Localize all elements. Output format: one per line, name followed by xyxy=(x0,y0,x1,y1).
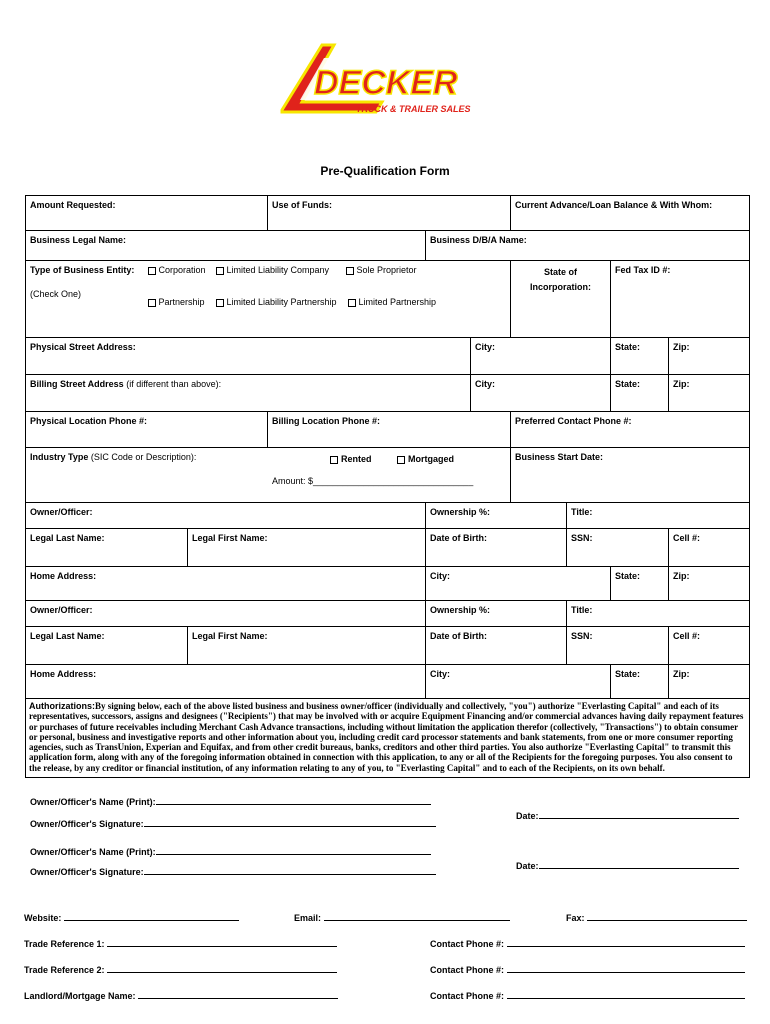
owner2-zip-field[interactable] xyxy=(669,665,750,699)
option-partnership[interactable]: Partnership xyxy=(148,297,205,307)
sole-proprietor-checkbox[interactable] xyxy=(346,267,354,275)
email-field[interactable] xyxy=(294,912,510,923)
trade-reference-1-label: Trade Reference 1: xyxy=(24,939,105,949)
option-llc[interactable]: Limited Liability Company xyxy=(216,265,330,275)
dba-name-field[interactable] xyxy=(426,231,750,261)
state-of-incorporation-label: State of Incorporation: xyxy=(530,267,591,292)
physical-city-field[interactable] xyxy=(471,338,611,375)
trade-reference-1-field[interactable] xyxy=(24,938,337,949)
owner1-first-name-field[interactable] xyxy=(188,529,426,567)
signature-label: Owner/Officer's Signature: xyxy=(30,867,144,877)
contact-phone-2-field[interactable] xyxy=(430,964,745,975)
amount-line[interactable]: Amount: $________________________________ xyxy=(272,476,474,486)
city-label: City: xyxy=(475,379,495,389)
city-label: City: xyxy=(430,571,450,581)
name-print-label: Owner/Officer's Name (Print): xyxy=(30,847,156,857)
owner1-name-print[interactable] xyxy=(30,796,431,807)
logo-tagline: TRUCK & TRAILER SALES xyxy=(356,104,471,114)
contact-phone-1-field[interactable] xyxy=(430,938,745,949)
legal-last-label: Legal Last Name: xyxy=(30,631,105,641)
contact-phone-label: Contact Phone #: xyxy=(430,965,505,975)
business-start-field[interactable] xyxy=(511,448,750,503)
amount-requested-field[interactable] xyxy=(26,196,268,231)
check-one-label: (Check One) xyxy=(30,289,82,299)
owner1-dob-field[interactable] xyxy=(426,529,567,567)
ssn-label: SSN: xyxy=(571,533,593,543)
physical-address-field[interactable] xyxy=(26,338,471,375)
billing-zip-field[interactable] xyxy=(669,375,750,412)
current-advance-label: Current Advance/Loan Balance & With Whom: xyxy=(515,200,713,210)
industry-cell[interactable] xyxy=(26,448,511,503)
contact-phone-3-field[interactable] xyxy=(430,990,745,1001)
option-llp[interactable]: Limited Liability Partnership xyxy=(216,297,337,307)
physical-zip-field[interactable] xyxy=(669,338,750,375)
landlord-label: Landlord/Mortgage Name: xyxy=(24,991,136,1001)
fed-tax-id-field[interactable] xyxy=(611,261,750,338)
date-label: Date: xyxy=(516,811,539,821)
business-start-label: Business Start Date: xyxy=(515,452,604,462)
owner2-officer-field[interactable] xyxy=(26,601,426,627)
form-title: Pre-Qualification Form xyxy=(320,164,450,178)
use-of-funds-field[interactable] xyxy=(268,196,511,231)
owner2-home-address-field[interactable] xyxy=(26,665,426,699)
owner-officer-label: Owner/Officer: xyxy=(30,507,93,517)
logo-name: DECKER xyxy=(314,64,458,102)
cell-label: Cell #: xyxy=(673,631,701,641)
authorization-text xyxy=(26,699,750,778)
billing-address-note: (if different than above): xyxy=(126,379,222,389)
owner1-date[interactable] xyxy=(516,810,739,821)
legal-first-label: Legal First Name: xyxy=(192,631,268,641)
zip-label: Zip: xyxy=(673,342,690,352)
zip-label: Zip: xyxy=(673,571,690,581)
legal-first-label: Legal First Name: xyxy=(192,533,268,543)
partnership-checkbox[interactable] xyxy=(148,299,156,307)
owner1-last-name-field[interactable] xyxy=(26,529,188,567)
ownership-label: Ownership %: xyxy=(430,605,491,615)
owner2-ownership-field[interactable] xyxy=(426,601,567,627)
owner-officer-label: Owner/Officer: xyxy=(30,605,93,615)
owner2-first-name-field[interactable] xyxy=(188,627,426,665)
physical-phone-field[interactable] xyxy=(26,412,268,448)
owner2-title-field[interactable] xyxy=(567,601,750,627)
lp-checkbox[interactable] xyxy=(348,299,356,307)
contact-phone-label: Contact Phone #: xyxy=(430,991,505,1001)
owner2-ssn-field[interactable] xyxy=(567,627,669,665)
state-of-incorporation-field[interactable] xyxy=(511,261,611,338)
owner1-city-field[interactable] xyxy=(426,567,611,601)
trade-reference-2-label: Trade Reference 2: xyxy=(24,965,105,975)
billing-state-field[interactable] xyxy=(611,375,669,412)
option-lp[interactable]: Limited Partnership xyxy=(348,297,437,307)
entity-options-cell xyxy=(146,261,511,338)
owner2-last-name-field[interactable] xyxy=(26,627,188,665)
authorization-label: Authorizations: xyxy=(29,701,95,711)
owner2-dob-field[interactable] xyxy=(426,627,567,665)
signature-label: Owner/Officer's Signature: xyxy=(30,819,144,829)
city-label: City: xyxy=(475,342,495,352)
current-advance-field[interactable] xyxy=(511,196,750,231)
option-sole-proprietor[interactable]: Sole Proprietor xyxy=(346,265,417,275)
legal-name-field[interactable] xyxy=(26,231,426,261)
trade-reference-2-field[interactable] xyxy=(24,964,337,975)
owner1-signature[interactable] xyxy=(30,818,436,829)
entity-type-cell xyxy=(26,261,146,338)
website-field[interactable] xyxy=(24,912,239,923)
state-label: State: xyxy=(615,379,641,389)
website-label: Website: xyxy=(24,913,62,923)
authorization-body: By signing below, each of the above listed business and business owner/officer (individually and collectively, "you") authorize "Everlasting Capital" and each of its representatives, successors, assigns and designees ("Recipients") that may be involved with or acquire Equipment Financing and/or commercial advances having daily repayment features or purchases of future receivables including Merchant Cash Advance transactions, including without limitation the application therefor (collectively, "Transactions") to obtain consumer or personal, business and investigative reports and other information about you, including credit card processor statements and bank statements, from one or more consumer reporting agencies, such as TransUnion, Experian and Equifax, and from other credit bureaus, banks, creditors and other third parties. You also authorize "Everlasting Capital" to transmit this application form, along with any of the foregoing information obtained in connection with this application, to any or all of the Recipients for the foregoing purposes. You also consent to the release, by any creditor or financial institution, of any information relating to any of you, to "Everlasting Capital" and to each of the Recipients, on its own behalf. xyxy=(29,701,744,773)
option-mortgaged[interactable]: Mortgaged xyxy=(397,454,454,464)
owner2-city-field[interactable] xyxy=(426,665,611,699)
title-label: Title: xyxy=(571,605,593,615)
home-address-label: Home Address: xyxy=(30,669,97,679)
entity-type-label: Type of Business Entity: xyxy=(30,265,135,275)
title-label: Title: xyxy=(571,507,593,517)
mortgaged-checkbox[interactable] xyxy=(397,456,405,464)
dob-label: Date of Birth: xyxy=(430,533,487,543)
owner1-zip-field[interactable] xyxy=(669,567,750,601)
physical-address-label: Physical Street Address: xyxy=(30,342,136,352)
preferred-phone-field[interactable] xyxy=(511,412,750,448)
owner2-signature[interactable] xyxy=(30,866,436,877)
owner1-home-address-field[interactable] xyxy=(26,567,426,601)
billing-address-field[interactable] xyxy=(26,375,471,412)
landlord-field[interactable] xyxy=(24,990,338,1001)
billing-phone-field[interactable] xyxy=(268,412,511,448)
owner1-cell-field[interactable] xyxy=(669,529,750,567)
email-label: Email: xyxy=(294,913,322,923)
option-corporation[interactable]: Corporation xyxy=(148,265,206,275)
zip-label: Zip: xyxy=(673,669,690,679)
dba-name-label: Business D/B/A Name: xyxy=(430,235,527,245)
option-rented[interactable]: Rented xyxy=(330,454,372,464)
city-label: City: xyxy=(430,669,450,679)
corporation-checkbox[interactable] xyxy=(148,267,156,275)
ssn-label: SSN: xyxy=(571,631,593,641)
state-label: State: xyxy=(615,342,641,352)
cell-label: Cell #: xyxy=(673,533,701,543)
owner1-officer-field[interactable] xyxy=(26,503,426,529)
fax-field[interactable] xyxy=(566,912,747,923)
owner1-ssn-field[interactable] xyxy=(567,529,669,567)
owner2-name-print[interactable] xyxy=(30,846,431,857)
llc-checkbox[interactable] xyxy=(216,267,224,275)
amount-requested-label: Amount Requested: xyxy=(30,200,116,210)
preferred-phone-label: Preferred Contact Phone #: xyxy=(515,416,632,426)
industry-type-label: Industry Type xyxy=(30,452,89,462)
owner2-date[interactable] xyxy=(516,860,739,871)
owner2-state-field[interactable] xyxy=(611,665,669,699)
state-label: State: xyxy=(615,571,641,581)
home-address-label: Home Address: xyxy=(30,571,97,581)
contact-phone-label: Contact Phone #: xyxy=(430,939,505,949)
owner2-cell-field[interactable] xyxy=(669,627,750,665)
owner1-state-field[interactable] xyxy=(611,567,669,601)
physical-state-field[interactable] xyxy=(611,338,669,375)
fax-label: Fax: xyxy=(566,913,585,923)
industry-type-note: (SIC Code or Description): xyxy=(90,452,197,462)
date-label: Date: xyxy=(516,861,539,871)
application-grid xyxy=(25,195,750,778)
decker-logo xyxy=(272,40,492,120)
fed-tax-id-label: Fed Tax ID #: xyxy=(615,265,671,275)
owner1-title-field[interactable] xyxy=(567,503,750,529)
physical-phone-label: Physical Location Phone #: xyxy=(30,416,148,426)
legal-last-label: Legal Last Name: xyxy=(30,533,105,543)
billing-address-label: Billing Street Address xyxy=(30,379,124,389)
use-of-funds-label: Use of Funds: xyxy=(272,200,332,210)
ownership-label: Ownership %: xyxy=(430,507,491,517)
llp-checkbox[interactable] xyxy=(216,299,224,307)
name-print-label: Owner/Officer's Name (Print): xyxy=(30,797,156,807)
state-label: State: xyxy=(615,669,641,679)
billing-phone-label: Billing Location Phone #: xyxy=(272,416,380,426)
zip-label: Zip: xyxy=(673,379,690,389)
legal-name-label: Business Legal Name: xyxy=(30,235,127,245)
dob-label: Date of Birth: xyxy=(430,631,487,641)
rented-checkbox[interactable] xyxy=(330,456,338,464)
billing-city-field[interactable] xyxy=(471,375,611,412)
owner1-ownership-field[interactable] xyxy=(426,503,567,529)
